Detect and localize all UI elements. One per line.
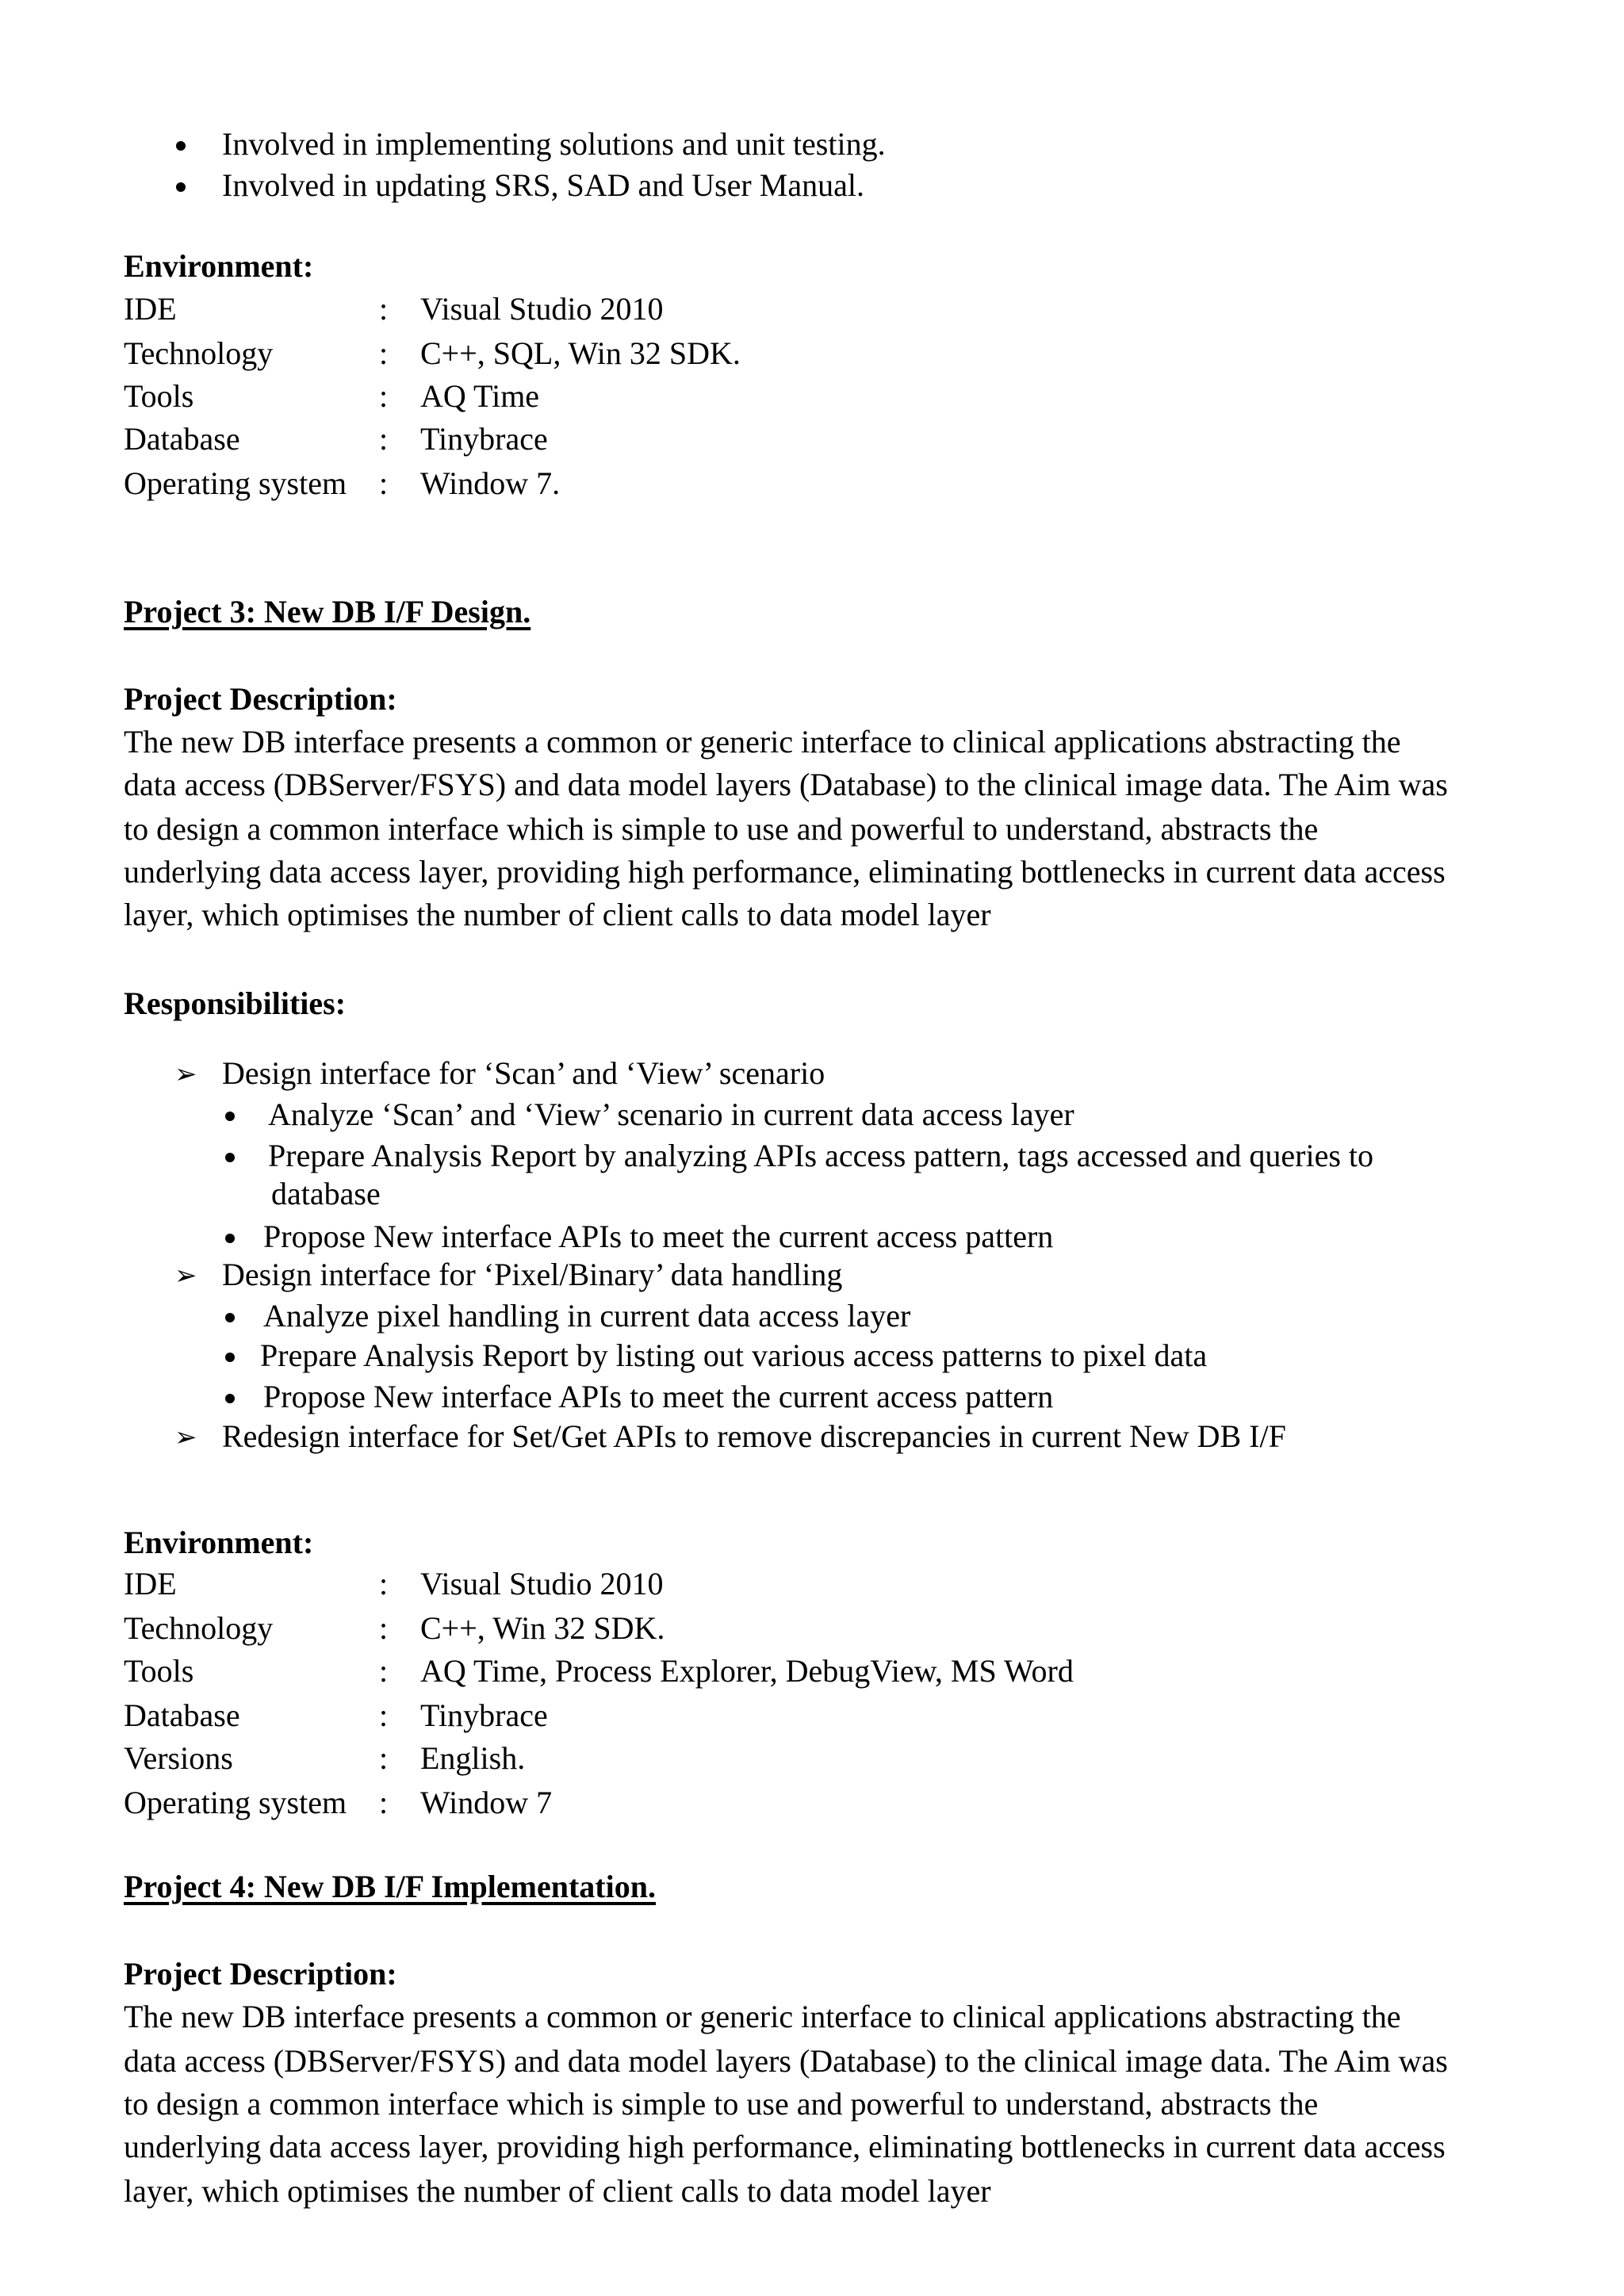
project-description-heading: Project Description: [124, 1956, 397, 1992]
env-value: Window 7. [420, 465, 561, 501]
description-line: to design a common interface which is simple to use and powerful to understand, abstracts the [124, 2086, 1319, 2122]
bullet-icon [225, 1353, 235, 1362]
environment-heading: Environment: [124, 1525, 314, 1560]
env-key: Tools [124, 378, 194, 414]
bullet-icon [176, 141, 186, 151]
bullet-icon [225, 1313, 235, 1322]
env-key: Technology [124, 335, 274, 371]
description-line: The new DB interface presents a common or generic interface to clinical applications abstracting the [124, 1999, 1401, 2034]
project-4-title: Project 4: New DB I/F Implementation. [124, 1869, 656, 1904]
env-value: Visual Studio 2010 [420, 291, 664, 327]
env-value: Window 7 [420, 1785, 553, 1820]
description-line: underlying data access layer, providing high performance, eliminating bottlenecks in current data access [124, 854, 1446, 890]
env-colon: : [379, 378, 389, 414]
description-line: underlying data access layer, providing high performance, eliminating bottlenecks in current data access [124, 2129, 1446, 2164]
env-key: Tools [124, 1653, 194, 1689]
env-value: Tinybrace [420, 421, 548, 457]
sub-item: Propose New interface APIs to meet the current access pattern [263, 1379, 1054, 1414]
env-value: AQ Time [420, 378, 540, 414]
bullet-icon [225, 1234, 235, 1243]
env-value: C++, Win 32 SDK. [420, 1610, 665, 1646]
env-key: Database [124, 421, 240, 457]
arrow-bullet-icon: ➢ [174, 1058, 197, 1090]
arrow-bullet-icon: ➢ [174, 1422, 197, 1453]
responsibilities-heading: Responsibilities: [124, 985, 347, 1021]
env-key: IDE [124, 291, 177, 327]
description-line: data access (DBServer/FSYS) and data model layers (Database) to the clinical image data. The Aim was [124, 2043, 1448, 2079]
description-line: to design a common interface which is simple to use and powerful to understand, abstracts the [124, 811, 1319, 847]
env-colon: : [379, 1697, 389, 1733]
env-value: AQ Time, Process Explorer, DebugView, MS Word [420, 1653, 1074, 1689]
bullet-icon [225, 1394, 235, 1403]
env-colon: : [379, 1785, 389, 1820]
responsibility-item: Redesign interface for Set/Get APIs to remove discrepancies in current New DB I/F [222, 1418, 1286, 1454]
description-line: data access (DBServer/FSYS) and data model layers (Database) to the clinical image data. The Aim was [124, 767, 1448, 802]
env-value: Tinybrace [420, 1697, 548, 1733]
sub-item: Analyze ‘Scan’ and ‘View’ scenario in current data access layer [268, 1096, 1074, 1132]
env-key: Operating system [124, 1785, 347, 1820]
top-bullet-1: Involved in implementing solutions and unit testing. [222, 126, 886, 162]
responsibility-item: Design interface for ‘Pixel/Binary’ data handling [222, 1257, 843, 1292]
env-value: C++, SQL, Win 32 SDK. [420, 335, 741, 371]
env-colon: : [379, 421, 389, 457]
responsibility-item: Design interface for ‘Scan’ and ‘View’ scenario [222, 1055, 825, 1091]
env-colon: : [379, 291, 389, 327]
bullet-icon [225, 1112, 235, 1121]
env-key: Database [124, 1697, 240, 1733]
bullet-icon [176, 182, 186, 192]
sub-item: Prepare Analysis Report by listing out various access patterns to pixel data [260, 1337, 1208, 1373]
top-bullet-2: Involved in updating SRS, SAD and User Manual. [222, 167, 864, 203]
project-3-title: Project 3: New DB I/F Design. [124, 594, 531, 629]
sub-item: Prepare Analysis Report by analyzing APIs access pattern, tags accessed and queries to [268, 1138, 1374, 1173]
env-key: Operating system [124, 465, 347, 501]
env-colon: : [379, 1610, 389, 1646]
sub-item: Analyze pixel handling in current data access layer [263, 1298, 911, 1334]
project-description-heading: Project Description: [124, 681, 397, 717]
env-key: Versions [124, 1740, 233, 1776]
description-line: The new DB interface presents a common or generic interface to clinical applications abstracting the [124, 724, 1401, 760]
sub-item: Propose New interface APIs to meet the current access pattern [263, 1219, 1054, 1254]
environment-heading: Environment: [124, 248, 314, 284]
description-line: layer, which optimises the number of client calls to data model layer [124, 2173, 991, 2209]
description-line: layer, which optimises the number of client calls to data model layer [124, 897, 991, 932]
env-value: Visual Studio 2010 [420, 1566, 664, 1601]
env-colon: : [379, 335, 389, 371]
bullet-icon [225, 1153, 235, 1162]
env-value: English. [420, 1740, 526, 1776]
env-key: IDE [124, 1566, 177, 1601]
env-key: Technology [124, 1610, 274, 1646]
env-colon: : [379, 1653, 389, 1689]
env-colon: : [379, 1740, 389, 1776]
env-colon: : [379, 1566, 389, 1601]
sub-item-continuation: database [271, 1176, 381, 1211]
arrow-bullet-icon: ➢ [174, 1260, 197, 1292]
env-colon: : [379, 465, 389, 501]
